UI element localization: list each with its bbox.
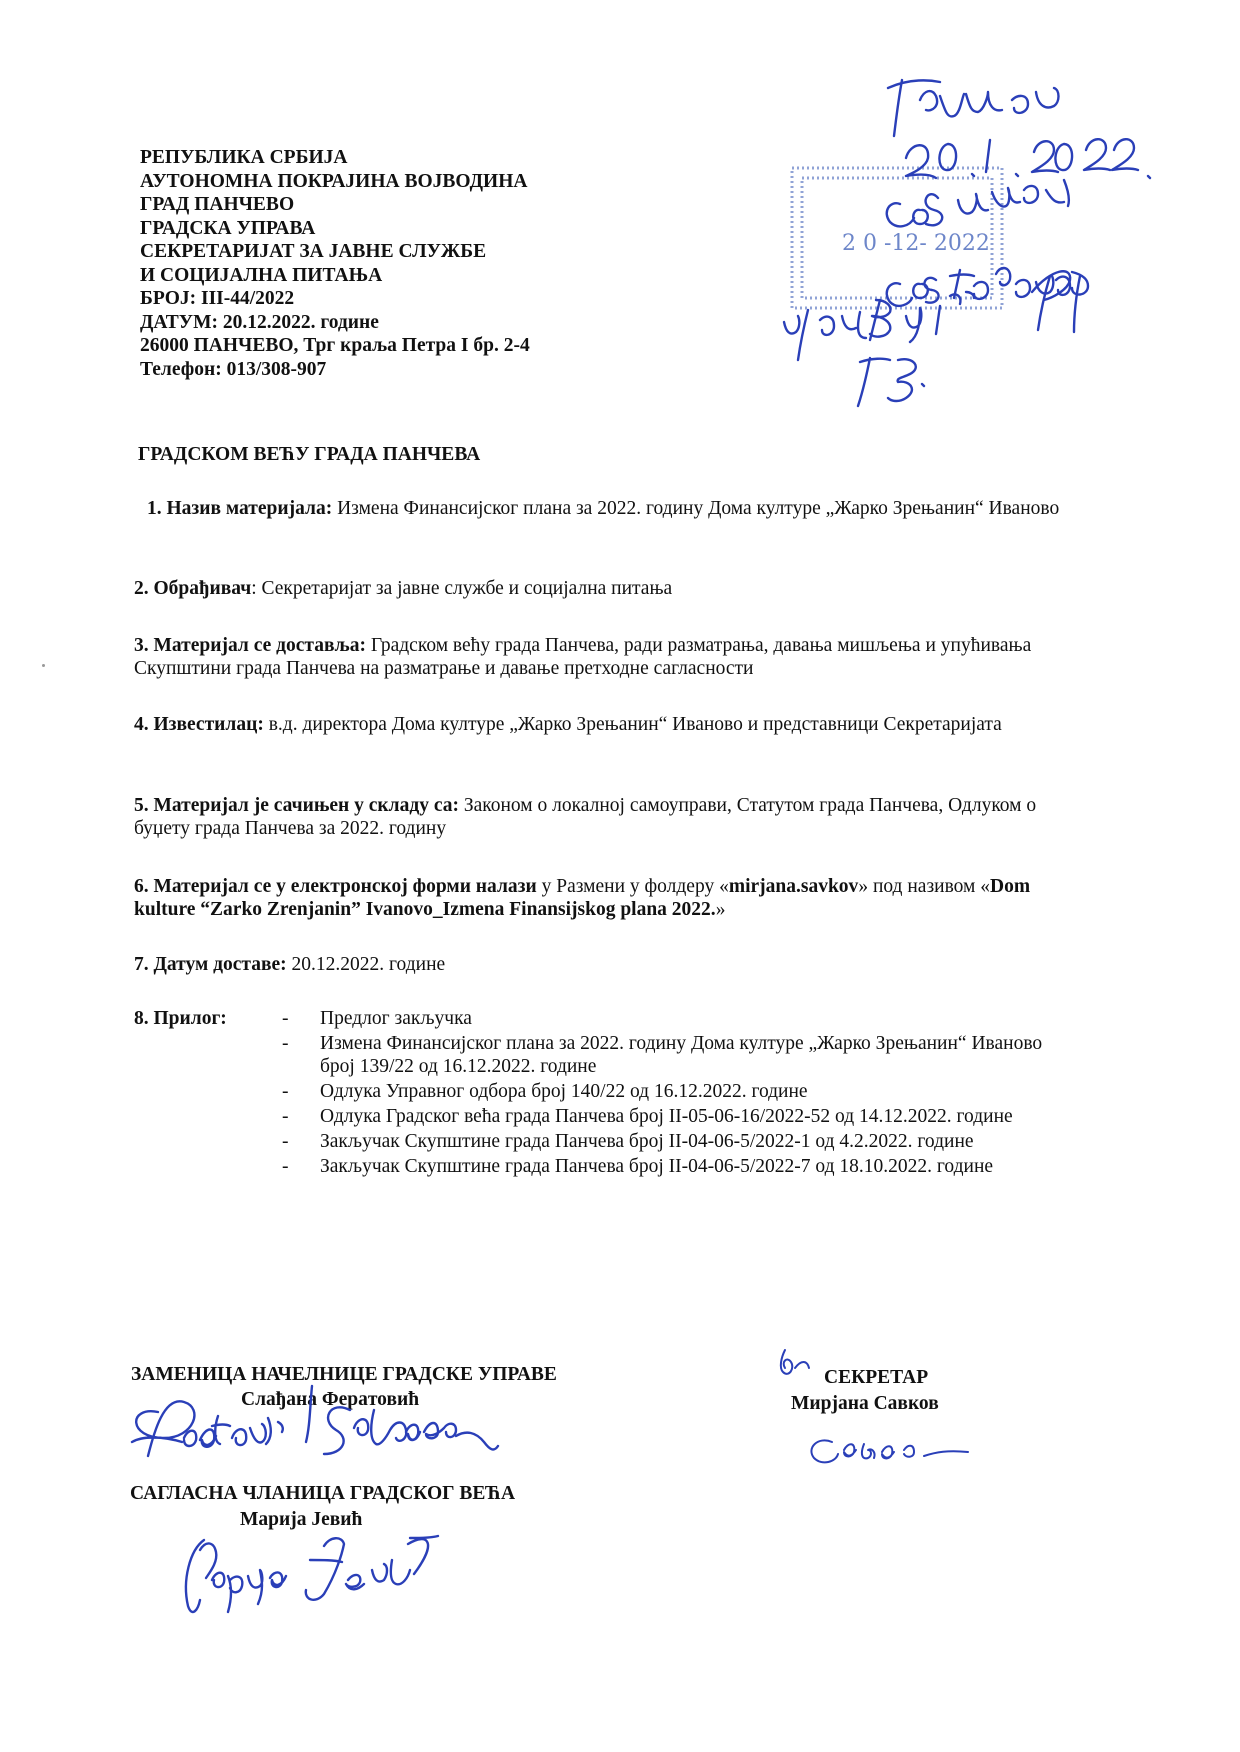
council-title: САГЛАСНА ЧЛАНИЦА ГРАДСКОГ ВЕЋА — [130, 1483, 516, 1504]
item-text: Измена Финансијског плана за 2022. годину Дома културе „Жарко Зрењанин“ Иваново — [332, 498, 1060, 519]
deputy-title: ЗАМЕНИЦА НАЧЕЛНИЦЕ ГРАДСКЕ УПРАВЕ — [131, 1364, 557, 1385]
item-text: : Секретаријат за јавне службе и социјална питања — [251, 578, 673, 599]
item-text: Градском већу града Панчева, ради разматрања, давања мишљења и упућивања Скупштини града Панчева на разматрање и давање претходне сагласности — [134, 635, 1032, 679]
item-reporter — [134, 713, 1074, 736]
header-line: СЕКРЕТАРИЈАТ ЗА ЈАВНЕ СЛУЖБЕ — [140, 241, 487, 262]
list-item: - Одлука Градског већа града Панчева број II-05-06-16/2022-52 од 14.12.2022. године — [282, 1105, 1072, 1128]
list-item: - Закључак Скупштине града Панчева број II-04-06-5/2022-7 од 18.10.2022. године — [282, 1155, 1072, 1178]
item-label: 4. Известилац: — [134, 714, 264, 735]
list-item: - Закључак Скупштине града Панчева број II-04-06-5/2022-1 од 4.2.2022. године — [282, 1130, 1072, 1153]
document-number: БРОЈ: III-44/2022 — [140, 288, 295, 309]
attachments-label: 8. Прилог: — [134, 1008, 227, 1029]
address: 26000 ПАНЧЕВО, Трг краља Петра I бр. 2-4 — [140, 335, 530, 356]
file-name: Dom kulture “Zarko Zrenjanin” Ivanovo_Izmena Finansijskog plana 2022. — [134, 876, 1031, 920]
item-text: Законом о локалној самоуправи, Статутом града Панчева, Одлуком о буџету града Панчева за 2022. годину — [134, 795, 1037, 839]
item-electronic-location: 6. Материјал се у електронској форми налази у Размени у фолдеру «mirjana.savkov» под називом «Dom kulture “Zarko Zrenjanin” Ivanovo_Izmena Finansijskog plana 2022.» — [134, 876, 1031, 920]
list-item: - Предлог закључка — [282, 1007, 1072, 1030]
secretary-name: Мирјана Савков — [791, 1393, 939, 1414]
list-item: - Измена Финансијског плана за 2022. годину Дома културе „Жарко Зрењанин“ Иваново број 139/22 од 16.12.2022. године — [282, 1032, 1072, 1078]
list-item: - Одлука Управног одбора број 140/22 од 16.12.2022. године — [282, 1080, 1072, 1103]
item-text: в.д. директора Дома културе „Жарко Зрењанин“ Иваново и представници Секретаријата — [263, 714, 1002, 735]
document-date: ДАТУМ: 20.12.2022. године — [140, 311, 379, 333]
item-processor — [134, 577, 1074, 600]
secretary-signature — [800, 1422, 1020, 1482]
attachments-list — [282, 1007, 1072, 1180]
sender-header — [140, 146, 530, 381]
secretary-title: СЕКРЕТАР — [824, 1367, 929, 1388]
margin-dot — [42, 664, 45, 667]
item-label: 2. Обрађивач — [134, 578, 252, 599]
council-name: Марија Јевић — [240, 1509, 363, 1530]
item-material-title — [147, 497, 1077, 520]
header-line: АУТОНОМНА ПОКРАЈИНА ВОЈВОДИНА — [140, 170, 528, 192]
stamp-date: 2 0 -12- 2022 — [842, 231, 990, 256]
item-label: 3. Материјал се доставља: — [134, 635, 366, 656]
header-line: И СОЦИЈАЛНА ПИТАЊА — [140, 264, 383, 286]
item-delivered-to — [134, 634, 1074, 680]
item-text: 20.12.2022. године — [286, 954, 446, 975]
item-label: 6. Материјал се у електронској форми налази — [134, 876, 537, 897]
council-signature — [178, 1520, 478, 1630]
header-line: ГРАДСКА УПРАВА — [140, 217, 316, 239]
phone: Телефон: 013/308-907 — [140, 358, 327, 380]
deputy-name: Слађана Ферaтовић — [241, 1389, 420, 1410]
received-stamp — [780, 40, 1220, 410]
secretary-initials — [775, 1346, 815, 1382]
item-label: 5. Материјал је сачињен у складу са: — [134, 795, 459, 816]
header-line: ГРАД ПАНЧЕВО — [140, 194, 295, 215]
item-label: 1. Назив материјала: — [147, 498, 333, 519]
header-line: РЕПУБЛИКА СРБИЈА — [140, 147, 348, 168]
item-compliance — [134, 794, 1074, 840]
addressee: ГРАДСКОМ ВЕЋУ ГРАДА ПАНЧЕВА — [138, 444, 481, 465]
folder-name: mirjana.savkov — [728, 876, 859, 897]
item-delivery-date — [134, 953, 1074, 976]
item-label: 7. Датум доставе: — [134, 954, 287, 975]
deputy-signature — [128, 1382, 568, 1482]
